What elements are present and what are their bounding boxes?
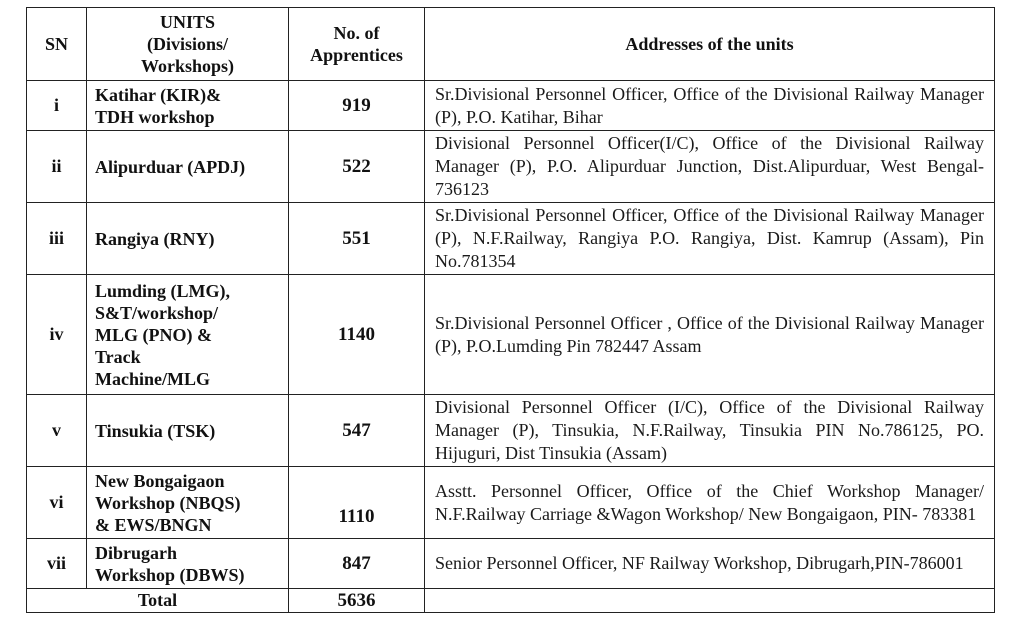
row-count: 847 — [289, 539, 425, 589]
row-sn: v — [27, 395, 87, 467]
row-address: Sr.Divisional Personnel Officer, Office of the Divisional Railway Manager (P), P.O. Katihar, Bihar — [425, 81, 995, 131]
row-count: 1110 — [289, 467, 425, 539]
table-row — [27, 275, 995, 395]
total-empty-cell — [425, 589, 995, 613]
row-address: Divisional Personnel Officer(I/C), Office of the Divisional Railway Manager (P), P.O. Alipurduar Junction, Dist.Alipurduar, West Bengal-736123 — [425, 131, 995, 203]
row-unit: Alipurduar (APDJ) — [87, 131, 289, 203]
row-address: Sr.Divisional Personnel Officer , Office of the Divisional Railway Manager (P), P.O.Lumding Pin 782447 Assam — [425, 275, 995, 395]
header-sn: SN — [27, 8, 87, 81]
header-addresses: Addresses of the units — [425, 8, 995, 81]
total-row — [27, 589, 995, 613]
row-sn: iv — [27, 275, 87, 395]
row-unit: Dibrugarh Workshop (DBWS) — [87, 539, 289, 589]
row-count: 547 — [289, 395, 425, 467]
row-address: Divisional Personnel Officer (I/C), Office of the Divisional Railway Manager (P), Tinsukia, N.F.Railway, Tinsukia PIN No.786125, PO. Hijuguri, Dist Tinsukia (Assam) — [425, 395, 995, 467]
row-address: Senior Personnel Officer, NF Railway Workshop, Dibrugarh,PIN-786001 — [425, 539, 995, 589]
row-unit: Lumding (LMG), S&T/workshop/ MLG (PNO) & Track Machine/MLG — [87, 275, 289, 395]
total-label: Total — [27, 589, 289, 613]
row-count: 919 — [289, 81, 425, 131]
table-row — [27, 131, 995, 203]
table-row — [27, 395, 995, 467]
apprentices-table-wrapper — [26, 7, 996, 613]
row-unit: Tinsukia (TSK) — [87, 395, 289, 467]
row-count: 551 — [289, 203, 425, 275]
row-sn: i — [27, 81, 87, 131]
row-unit: New Bongaigaon Workshop (NBQS) & EWS/BNGN — [87, 467, 289, 539]
table-row — [27, 203, 995, 275]
row-sn: ii — [27, 131, 87, 203]
header-row — [27, 8, 995, 81]
table-row — [27, 467, 995, 539]
row-address: Sr.Divisional Personnel Officer, Office of the Divisional Railway Manager (P), N.F.Railway, Rangiya P.O. Rangiya, Dist. Kamrup (Assam), Pin No.781354 — [425, 203, 995, 275]
row-count: 1140 — [289, 275, 425, 395]
row-unit: Katihar (KIR)& TDH workshop — [87, 81, 289, 131]
header-apprentices: No. of Apprentices — [289, 8, 425, 81]
row-count: 522 — [289, 131, 425, 203]
table-row — [27, 81, 995, 131]
row-unit: Rangiya (RNY) — [87, 203, 289, 275]
row-sn: vii — [27, 539, 87, 589]
row-sn: vi — [27, 467, 87, 539]
apprentices-table — [26, 7, 995, 613]
table-row — [27, 539, 995, 589]
header-units: UNITS (Divisions/ Workshops) — [87, 8, 289, 81]
row-sn: iii — [27, 203, 87, 275]
row-address: Asstt. Personnel Officer, Office of the Chief Workshop Manager/ N.F.Railway Carriage &Wagon Workshop/ New Bongaigaon, PIN- 783381 — [425, 467, 995, 539]
total-value: 5636 — [289, 589, 425, 613]
